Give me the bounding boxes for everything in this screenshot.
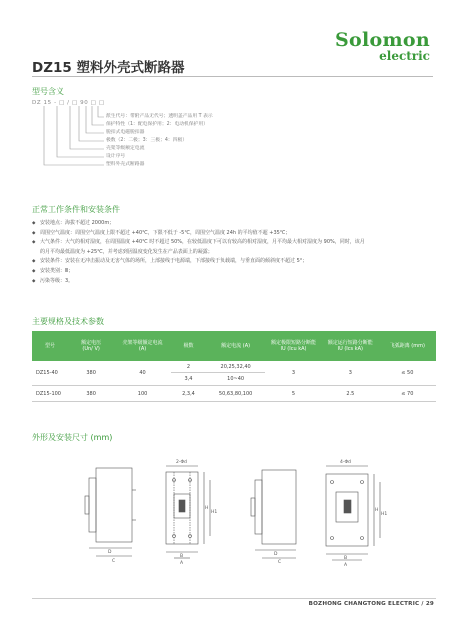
cell-current: 50,63,80,100 xyxy=(206,386,265,402)
col-icu: 额定极限短路分断能 IU (Icu kA) xyxy=(265,331,322,361)
cell-icu: 3 xyxy=(265,361,322,386)
dim-label: H1 xyxy=(211,510,218,515)
legend-line: 保护特性（1：配电保护用；2：电动机保护用） xyxy=(106,122,209,127)
col-voltage: 额定电压 (Un/ V) xyxy=(68,331,114,361)
dim-label: C xyxy=(112,559,116,564)
dim-label: D xyxy=(108,550,112,555)
dim-label: D xyxy=(274,552,278,557)
dim-label: A xyxy=(344,563,348,568)
cell-current: 20,25,32,40 xyxy=(206,361,265,373)
legend-line: 设计序号 xyxy=(106,154,126,159)
legend-line: 极数（2：二极；3：三极；4：四极） xyxy=(106,138,188,143)
col-model: 型号 xyxy=(32,331,68,361)
front-view-100 xyxy=(326,466,380,560)
dim-label: B xyxy=(180,554,184,559)
col-ics: 额定运行短路分断能 IU (Ics kA) xyxy=(322,331,379,361)
condition-item: ◆ 大气条件：大气的相对湿度，在周围温度 +40℃ 时不超过 50%，在较低温度下可以有较高的相对湿度，月平均最大相对湿度为 90%，同时，该月 xyxy=(32,238,437,248)
dim-label: H1 xyxy=(381,512,388,517)
cell-voltage: 380 xyxy=(68,361,114,386)
section-model-heading: 型号含义 xyxy=(32,87,64,96)
brand-sub: electric xyxy=(379,49,430,63)
side-view-100 xyxy=(251,470,296,558)
section-conditions-heading: 正常工作条件和安装条件 xyxy=(32,205,120,214)
cell-frame: 40 xyxy=(114,361,171,386)
condition-item: ◆ 污染等级：3。 xyxy=(32,277,437,287)
condition-item-continued: 的月平均最低温度为 +25℃，并考虑到因温度变化发生在产品表面上的凝露； xyxy=(40,248,213,255)
cell-ics: 2.5 xyxy=(322,386,379,402)
page-footer: BOZHONG CHANGTONG ELECTRIC / 29 xyxy=(308,601,434,607)
cell-ics: 3 xyxy=(322,361,379,386)
condition-item: ◆ 安装地点：海拔不超过 2000m； xyxy=(32,219,437,229)
cell-icu: 5 xyxy=(265,386,322,402)
legend-line: 脱扣式电磁脱扣器 xyxy=(106,130,145,135)
legend-line: 壳架等级额定电流 xyxy=(106,146,145,151)
section-specs-heading: 主要规格及技术参数 xyxy=(32,317,104,326)
cell-voltage: 380 xyxy=(68,386,114,402)
cell-arc: ≤ 70 xyxy=(379,386,436,402)
side-view-40 xyxy=(85,468,136,556)
dim-label: C xyxy=(278,560,282,565)
dim-label: 2-Φd xyxy=(176,460,187,465)
section-dims-heading: 外形及安装尺寸 (mm) xyxy=(32,433,113,442)
col-arc: 飞弧距离 (mm) xyxy=(379,331,436,361)
model-code: DZ 15 - □ / □ 90 □ □ xyxy=(32,100,105,106)
cell-model: DZ15-100 xyxy=(32,386,68,402)
condition-item: ◆ 安装条件：安装在无冲击振动及无害气体的场所，上部接线于电源端，下部接线于负载端，与垂直面的倾斜度不超过 5°； xyxy=(32,257,437,267)
condition-item: ◆ 周围空气温度：周围空气温度上限不超过 +40℃，下限不低于 -5℃，周围空气温度 24h 的平均值不超 +35℃； xyxy=(32,229,437,239)
brand-name: Solomon xyxy=(335,29,430,51)
cell-frame: 100 xyxy=(114,386,171,402)
dim-label: H xyxy=(205,506,209,511)
dim-label: A xyxy=(180,561,184,566)
footer-divider xyxy=(32,598,436,599)
col-poles: 极数 xyxy=(171,331,206,361)
dim-label: 4-Φd xyxy=(340,460,351,465)
legend-line: 派生代号：带附产品无代号；透明盖产品用 T 表示 xyxy=(106,114,213,119)
cell-model: DZ15-40 xyxy=(32,361,68,386)
col-rated-current: 额定电流 (A) xyxy=(206,331,265,361)
cell-current: 10~40 xyxy=(206,373,265,386)
condition-item: ◆ 安装类别：Ⅲ； xyxy=(32,267,437,277)
legend-line: 塑料外壳式断路器 xyxy=(106,162,145,167)
dim-label: H xyxy=(375,508,379,513)
front-view-40 xyxy=(166,466,210,558)
cell-arc: ≤ 50 xyxy=(379,361,436,386)
page-title: DZ15 塑料外壳式断路器 xyxy=(32,60,185,76)
cell-poles: 3,4 xyxy=(171,373,206,386)
dim-label: B xyxy=(344,556,348,561)
col-frame-current: 壳架等级额定电流 (A) xyxy=(114,331,171,361)
cell-poles: 2,3,4 xyxy=(171,386,206,402)
cell-poles: 2 xyxy=(171,361,206,373)
